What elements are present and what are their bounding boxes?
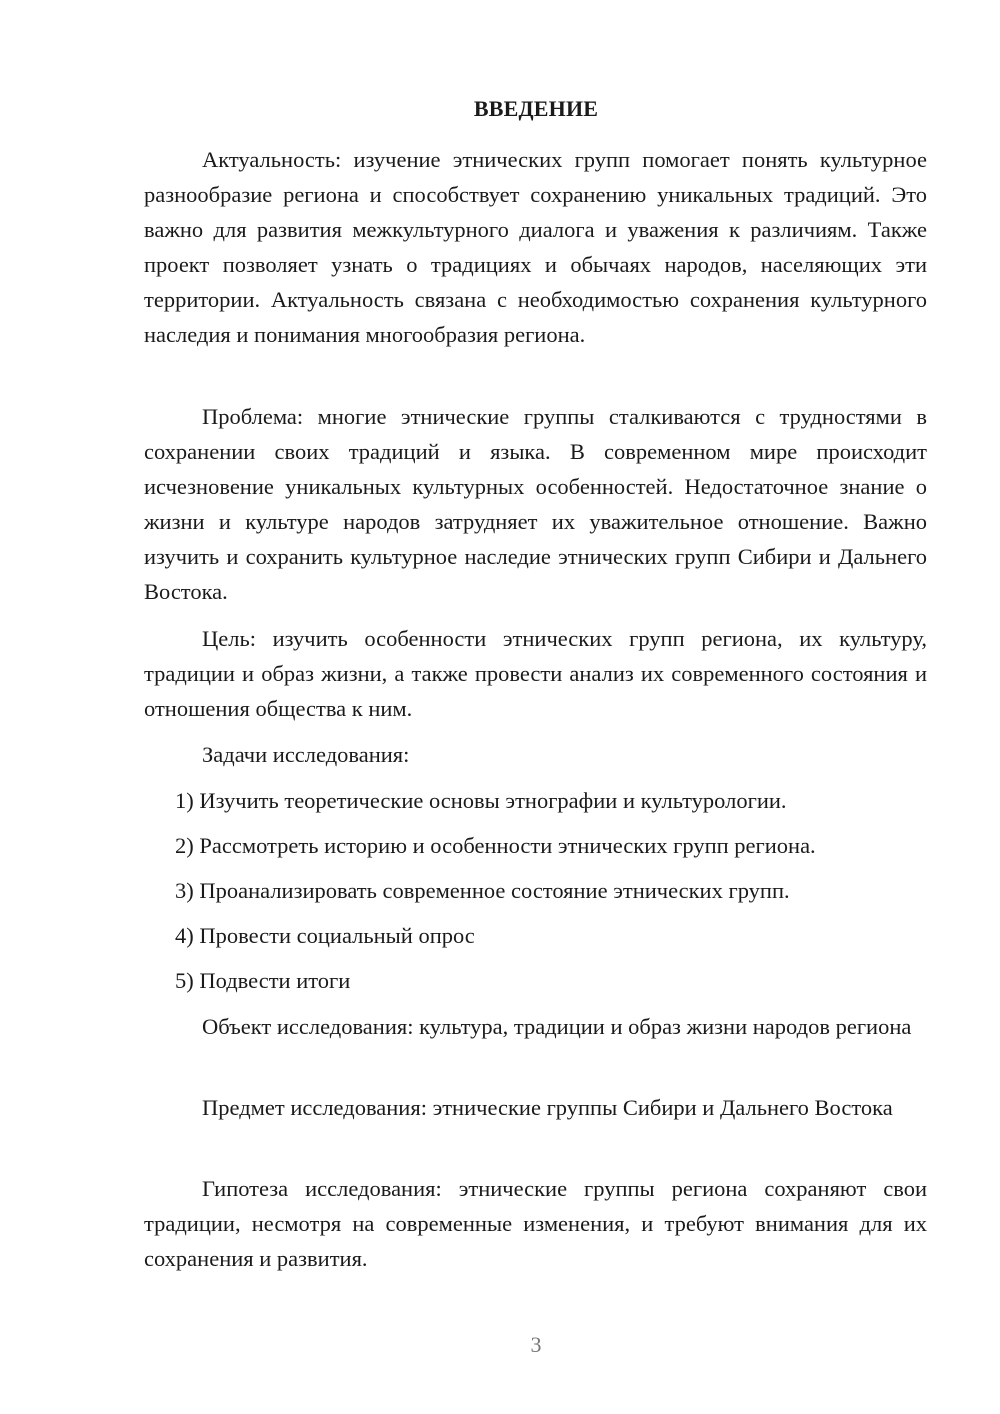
task-item-1: 1) Изучить теоретические основы этнографии и культурологии.: [175, 788, 787, 813]
task-item-5: 5) Подвести итоги: [175, 968, 351, 993]
paragraph-goal: Цель: изучить особенности этнических групп региона, их культуру, традиции и образ жизни, а также провести анализ их современного состояния и отношения общества к ним.: [144, 626, 927, 721]
page-number: 3: [530, 1332, 542, 1357]
paragraph-problem: Проблема: многие этнические группы сталкиваются с трудностями в сохранении своих традиций и языка. В современном мире происходит исчезновение уникальных культурных особенностей. Недостаточное знание о жизни и культуре народов затрудняет их уважительное отношение. Важно изучить и сохранить культурное наследие этнических групп Сибири и Дальнего Востока.: [144, 404, 927, 604]
task-item-3: 3) Проанализировать современное состояние этнических групп.: [175, 878, 790, 903]
paragraph-hypothesis: Гипотеза исследования: этнические группы региона сохраняют свои традиции, несмотря на современные изменения, и требуют внимания для их сохранения и развития.: [144, 1176, 927, 1271]
paragraph-object: Объект исследования: культура, традиции и образ жизни народов региона: [202, 1014, 912, 1039]
tasks-title: Задачи исследования:: [202, 742, 410, 767]
paragraph-subject: Предмет исследования: этнические группы Сибири и Дальнего Востока: [202, 1095, 893, 1120]
page-title: ВВЕДЕНИЕ: [473, 96, 599, 121]
task-item-4: 4) Провести социальный опрос: [175, 923, 475, 948]
paragraph-relevance: Актуальность: изучение этнических групп помогает понять культурное разнообразие региона и способствует сохранению уникальных традиций. Это важно для развития межкультурного диалога и уважения к различиям. Также проект позволяет узнать о традициях и обычаях народов, населяющих эти территории. Актуальность связана с необходимостью сохранения культурного наследия и понимания многообразия региона.: [144, 147, 927, 347]
task-item-2: 2) Рассмотреть историю и особенности этнических групп региона.: [175, 833, 816, 858]
